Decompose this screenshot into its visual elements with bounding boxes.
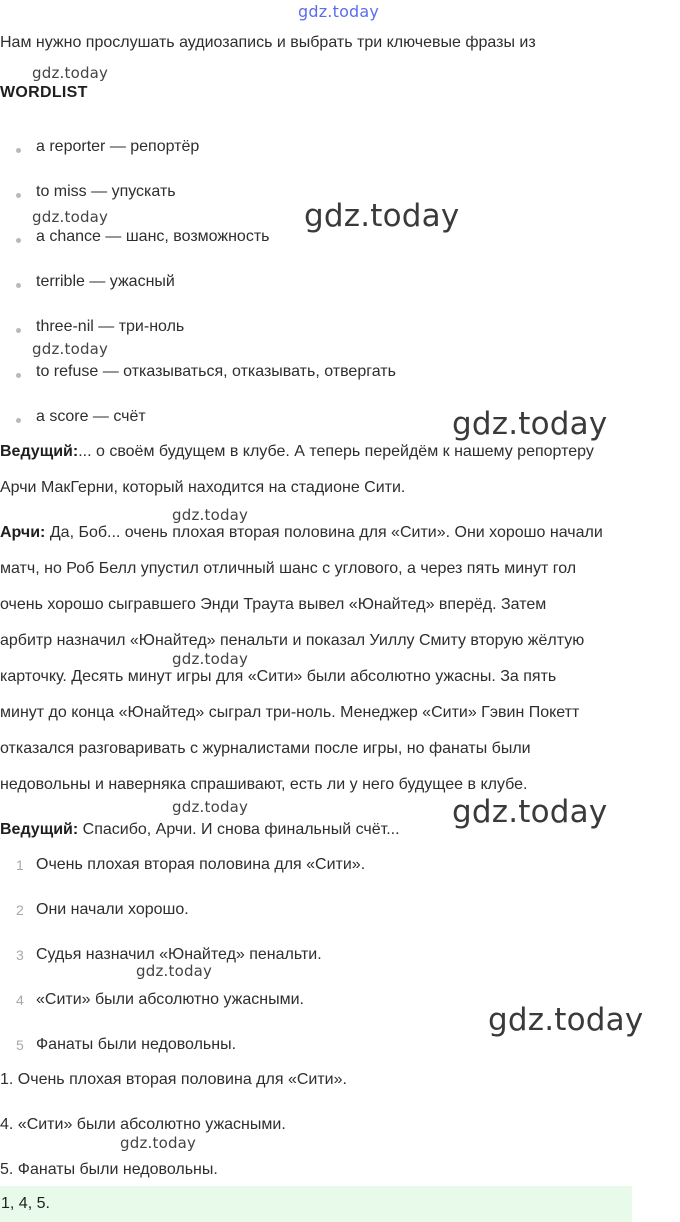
watermark: gdz.today [32,340,109,358]
watermark: gdz.today [172,650,249,668]
intro-text: Нам нужно прослушать аудиозапись и выбрать три ключевые фразы из [0,34,536,51]
transcript-line: арбитр назначил «Юнайтед» пенальти и показал Уиллу Смиту вторую жёлтую [0,632,585,649]
watermark: gdz.today [120,1134,197,1152]
transcript-line: карточку. Десять минут игры для «Сити» были абсолютно ужасны. За пять [0,668,557,685]
option-number: 4 [16,992,24,1008]
wordlist-item: a reporter — репортёр [36,138,200,155]
watermark-large: gdz.today [452,406,608,442]
option-item: Судья назначил «Юнайтед» пенальти. [36,946,322,963]
wordlist-item: to refuse — отказываться, отказывать, отвергать [36,363,396,380]
transcript-line: матч, но Роб Белл упустил отличный шанс с углового, а через пять минут гол [0,560,577,577]
transcript-line: недовольны и наверняка спрашивают, есть ли у него будущее в клубе. [0,776,528,793]
watermark-large: gdz.today [304,198,460,234]
speaker-label: Ведущий: [0,443,79,460]
speaker-label: Ведущий: [0,821,79,838]
option-number: 5 [16,1037,24,1053]
transcript-host-paragraph [0,434,672,506]
option-number: 2 [16,902,24,918]
speaker-label: Арчи: [0,524,46,541]
wordlist-heading: WORDLIST [0,84,88,101]
option-item: Очень плохая вторая половина для «Сити». [36,856,366,873]
transcript-text: ... о своём будущем в клубе. А теперь перейдём к нашему репортеру [78,443,594,460]
wordlist-item: a chance — шанс, возможность [36,228,270,245]
watermark-large: gdz.today [488,1002,644,1038]
wordlist-item: terrible — ужасный [36,273,175,290]
option-number: 3 [16,947,24,963]
watermark: gdz.today [172,798,249,816]
wordlist-item: a score — счёт [36,408,146,425]
answer-line: 1. Очень плохая вторая половина для «Сити». [0,1071,347,1088]
transcript-text: Да, Боб... очень плохая вторая половина для «Сити». Они хорошо начали [45,524,603,541]
watermark: gdz.today [32,64,109,82]
wordlist-item: to miss — упускать [36,183,176,200]
option-item: Фанаты были недовольны. [36,1036,237,1053]
bullet-dot [16,148,21,153]
transcript-line [0,515,672,551]
transcript-line [0,812,672,848]
transcript-line: минут до конца «Юнайтед» сыграл три-ноль. Менеджер «Сити» Гэвин Покетт [0,704,580,721]
transcript-line: отказался разговаривать с журналистами после игры, но фанаты были [0,740,531,757]
answer-line: 5. Фанаты были недовольны. [0,1161,218,1178]
bullet-dot [16,193,21,198]
watermark: gdz.today [32,208,109,226]
watermark-top: gdz.today [298,2,380,21]
watermark: gdz.today [172,506,249,524]
option-item: Они начали хорошо. [36,901,189,918]
wordlist-item: three-nil — три-ноль [36,318,185,335]
final-answer: 1, 4, 5. [1,1195,50,1212]
watermark-large: gdz.today [452,794,608,830]
bullet-dot [16,373,21,378]
transcript-reporter-paragraph [0,515,672,803]
answer-line: 4. «Сити» были абсолютно ужасными. [0,1116,286,1133]
transcript-host-closing [0,812,672,848]
bullet-dot [16,328,21,333]
watermark: gdz.today [136,962,213,980]
final-answer-box [0,1186,632,1222]
transcript-line: Арчи МакГерни, который находится на стадионе Сити. [0,479,406,496]
transcript-text: Спасибо, Арчи. И снова финальный счёт... [78,821,400,838]
transcript-line: очень хорошо сыгравшего Энди Траута вывел «Юнайтед» вперёд. Затем [0,596,547,613]
bullet-dot [16,238,21,243]
bullet-dot [16,283,21,288]
bullet-dot [16,418,21,423]
transcript-line [0,434,672,470]
option-item: «Сити» были абсолютно ужасными. [36,991,304,1008]
option-number: 1 [16,857,24,873]
